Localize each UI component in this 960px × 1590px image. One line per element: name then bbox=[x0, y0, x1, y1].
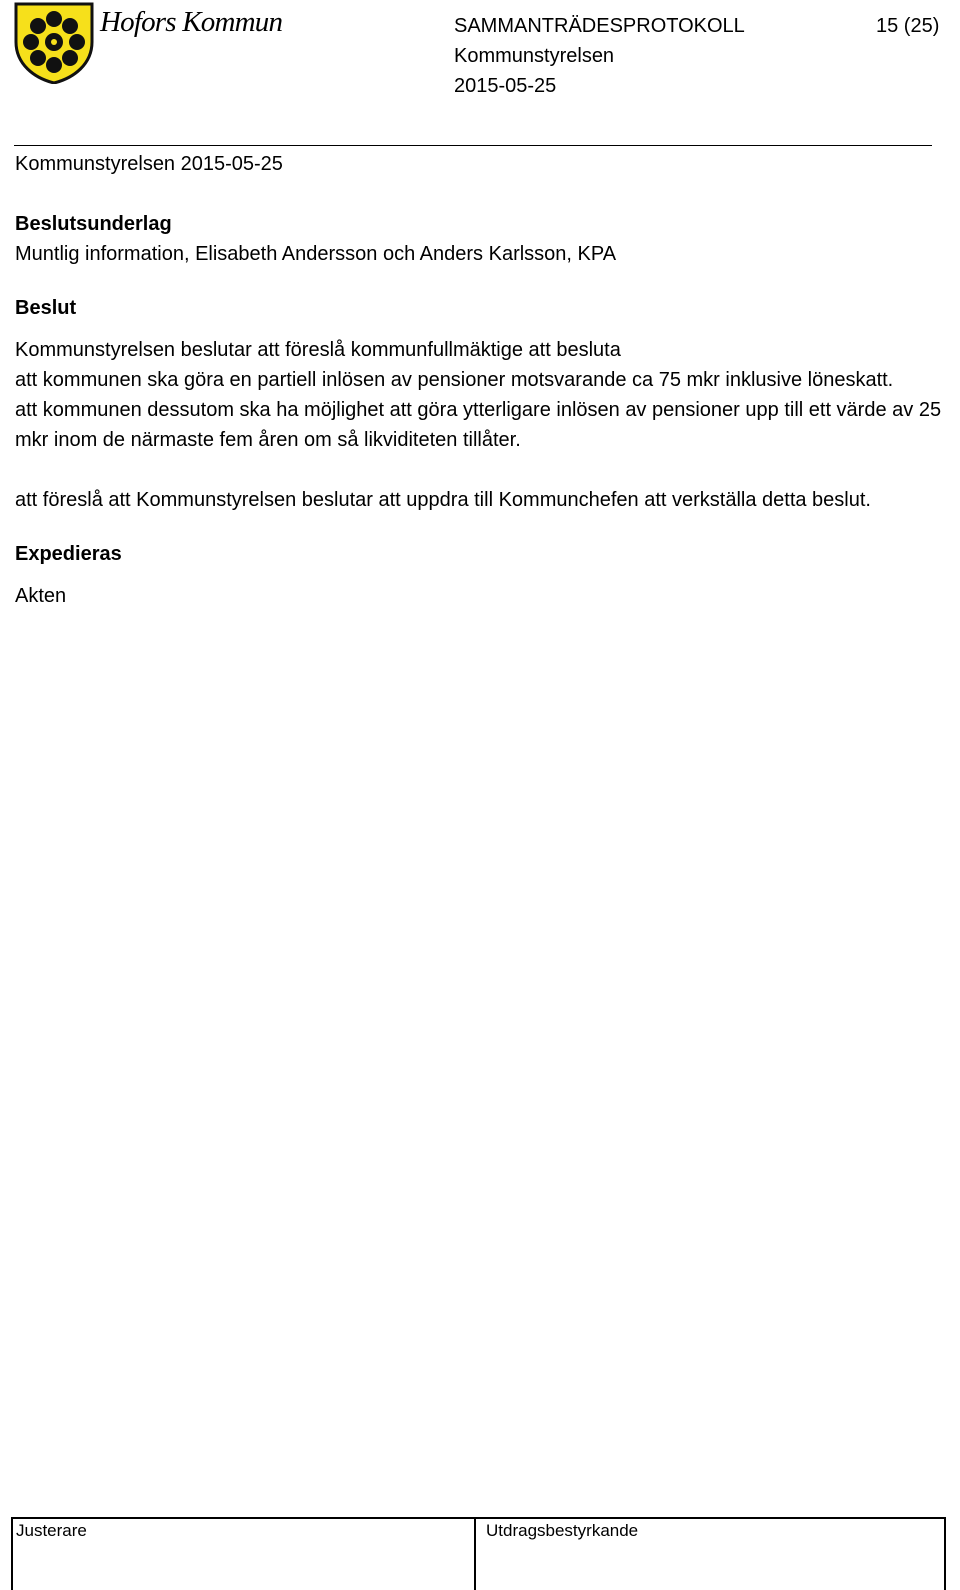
justerare-label: Justerare bbox=[16, 1521, 87, 1540]
beslut-heading: Beslut bbox=[15, 297, 77, 319]
footer-box-left-edge bbox=[11, 1518, 13, 1590]
protocol-body bbox=[15, 149, 945, 611]
page-number: 15 (25) bbox=[876, 15, 940, 37]
utdragsbestyrkande-label: Utdragsbestyrkande bbox=[486, 1521, 639, 1540]
footer-box-right-edge bbox=[944, 1518, 946, 1590]
footer-box-middle-edge bbox=[474, 1518, 476, 1590]
beslut-point-2: att kommunen dessutom ska ha möjlighet att göra ytterligare inlösen av pensioner upp till ett värde av 25 mkr inom de närmaste fem åren om så likviditeten tillåter. bbox=[15, 399, 942, 451]
header-date: 2015-05-25 bbox=[454, 75, 557, 97]
header-organ: Kommunstyrelsen bbox=[454, 45, 615, 67]
beslutsunderlag-text: Muntlig information, Elisabeth Andersson och Anders Karlsson, KPA bbox=[15, 243, 617, 265]
meeting-line: Kommunstyrelsen 2015-05-25 bbox=[15, 153, 283, 175]
beslutsunderlag-heading: Beslutsunderlag bbox=[15, 213, 172, 235]
expedieras-heading: Expedieras bbox=[15, 543, 122, 565]
logo-wordmark: Hofors Kommun bbox=[100, 6, 283, 38]
footer-divider bbox=[11, 1517, 946, 1519]
municipal-coat-of-arms-icon bbox=[14, 2, 94, 84]
beslut-point-1: att kommunen ska göra en partiell inlösen av pensioner motsvarande ca 75 mkr inklusive löneskatt. bbox=[15, 369, 894, 391]
beslut-intro: Kommunstyrelsen beslutar att föreslå kommunfullmäktige att besluta bbox=[15, 339, 621, 361]
header-divider bbox=[14, 145, 932, 146]
beslut-point-3: att föreslå att Kommunstyrelsen beslutar att uppdra till Kommunchefen att verkställa detta beslut. bbox=[15, 489, 871, 511]
document-type-title: SAMMANTRÄDESPROTOKOLL bbox=[454, 15, 745, 37]
expedieras-text: Akten bbox=[15, 585, 67, 607]
